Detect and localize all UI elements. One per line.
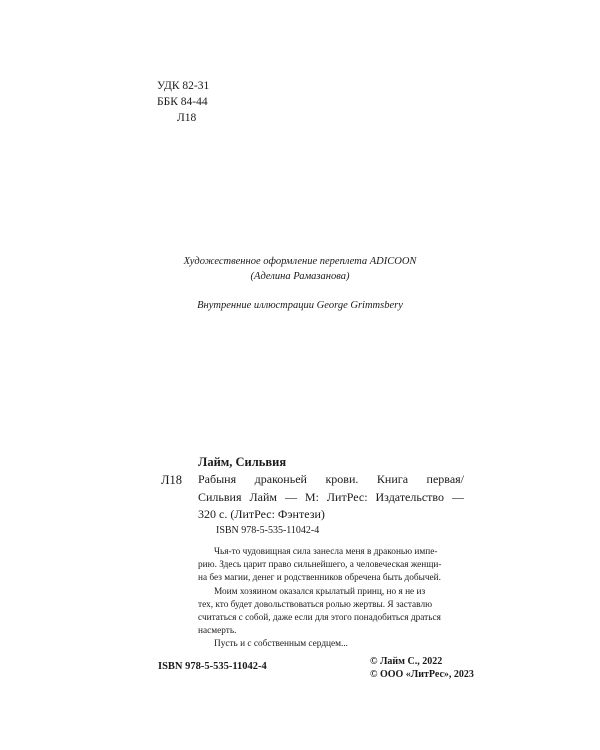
copyright-author: © Лайм С., 2022	[370, 656, 443, 667]
footer-isbn: ISBN 978-5-535-11042-4	[158, 661, 267, 672]
annotation-line: на без магии, денег и родственников обречена быть добычей.	[198, 573, 441, 584]
book-author: Лайм, Сильвия	[198, 455, 287, 469]
illustrations-credit: Внутренние иллюстрации George Grimmsbery	[197, 300, 403, 311]
annotation-line: рию. Здесь царит право сильнейшего, а человеческая женщи-	[198, 560, 442, 571]
description-line: 320 с. (ЛитРес: Фэнтези)	[198, 507, 325, 521]
description-line: Рабыня драконьей крови. Книга первая/	[198, 472, 464, 486]
copyright-publisher: © ООО «ЛитРес», 2023	[370, 669, 474, 680]
annotation-line: Чья-то чудовищная сила занесла меня в драконью импе-	[214, 547, 438, 557]
cover-designer-name: (Аделина Рамазанова)	[250, 271, 350, 282]
cover-design-credit: Художественное оформление переплета ADICOON	[183, 256, 417, 267]
author-code: Л18	[177, 112, 197, 124]
annotation-line: Моим хозяином оказался крылатый принц, но я не из	[214, 586, 426, 597]
annotation-line: тех, кто будет довольствоваться ролью жертвы. Я заставлю	[198, 599, 433, 610]
copyright-block	[370, 655, 474, 681]
annotation	[198, 546, 466, 652]
udk-code: УДК 82-31	[157, 80, 210, 92]
bbk-code: ББК 84-44	[157, 96, 208, 108]
annotation-line: Пусть и с собственным сердцем...	[214, 639, 349, 650]
description-line: Сильвия Лайм — М: ЛитРес: Издательство —	[198, 489, 464, 504]
annotation-line: насмерть.	[198, 626, 237, 637]
annotation-line: считаться с собой, даже если для этого понадобиться драться	[198, 613, 441, 624]
classification-codes	[157, 78, 209, 126]
bibliographic-description	[198, 471, 464, 524]
isbn-line: ISBN 978-5-535-11042-4	[216, 525, 320, 536]
bibliographic-code: Л18	[161, 473, 182, 487]
